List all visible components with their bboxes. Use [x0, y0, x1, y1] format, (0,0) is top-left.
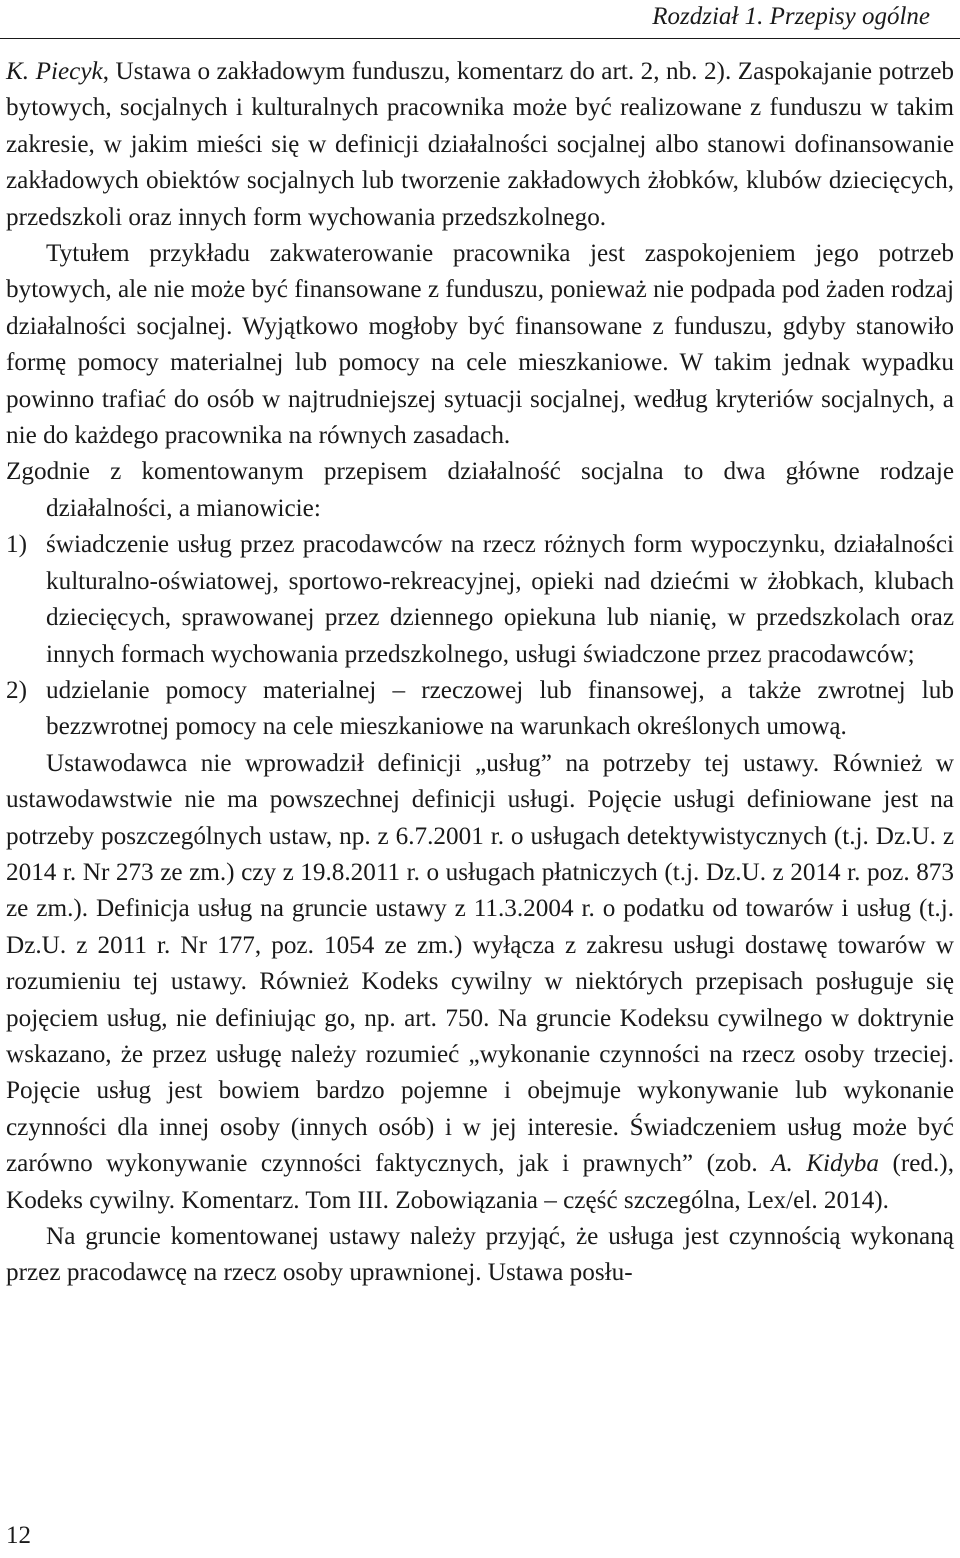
- page-number: 12: [6, 1522, 31, 1549]
- paragraph-3: Zgodnie z komentowanym przepisem działalność socjalna to dwa główne rodzaje działalności, a mianowicie:: [6, 458, 954, 522]
- paragraph-1-text: , Ustawa o zakładowym funduszu, komentarz do art. 2, nb. 2). Zaspokajanie potrzeb bytowych, socjalnych i kulturalnych pracownika może być realizowane z funduszu w takim zakresie, w jakim mieści się w definicji działalności socjalnej albo stanowi dofinansowanie zakładowych obiektów socjalnych lub tworzenie zakładowych żłobków, klubów dziecięcych, przedszkoli oraz innych form wychowania przedszkolnego.: [6, 58, 954, 231]
- paragraph-4: [6, 746, 954, 1219]
- list-item: [6, 673, 954, 746]
- paragraph-2: Tytułem przykładu zakwaterowanie pracownika jest zaspokojeniem jego potrzeb bytowych, ale nie może być finansowane z funduszu, ponieważ nie podpada pod żaden rodzaj działalności socjalnej. Wyjątkowo mogłoby być finansowane z funduszu, gdyby stanowiło formę pomocy materialnej lub pomocy na cele mieszkaniowe. W takim jednak wypadku powinno trafiać do osób w najtrudniejszej sytuacji socjalnej, według kryteriów socjalnych, a nie do każdego pracownika na równych zasadach.: [6, 240, 954, 450]
- paragraph-5: Na gruncie komentowanej ustawy należy przyjąć, że usługa jest czynnością wykonaną przez pracodawcę na rzecz osoby uprawnionej. Ustawa posłu-: [6, 1223, 954, 1287]
- paragraph-4-text-end: (red.), Kodeks cywilny. Komentarz. Tom III. Zobowiązania – część szczególna, Lex/el. 2014).: [6, 1150, 954, 1214]
- list-item-number: 1): [6, 531, 27, 559]
- list-item-text: świadczenie usług przez pracodawców na rzecz różnych form wypoczynku, działalności kulturalno-oświatowej, sportowo-rekreacyjnej, opieki nad dziećmi w żłobkach, klubach dziecięcych, sprawowanej przez dziennego opiekuna lub nianię, w przedszkolach oraz innych formach wychowania przedszkolnego, usługi świadczone przez pracodawców;: [46, 531, 954, 668]
- cited-author: A. Kidyba: [771, 1150, 879, 1178]
- paragraph-4-text: Ustawodawca nie wprowadził definicji „usług” na potrzeby tej ustawy. Również w ustawodawstwie nie ma powszechnej definicji usługi. Pojęcie usługi definiowane jest na potrzeby poszczególnych ustaw, np. z 6.7.2001 r. o usługach detektywistycznych (t.j. Dz.U. z 2014 r. Nr 273 ze zm.) czy z 19.8.2011 r. o usługach płatniczych (t.j. Dz.U. z 2014 r. poz. 873 ze zm.). Definicja usług na gruncie ustawy z 11.3.2004 r. o podatku od towarów i usług (t.j. Dz.U. z 2011 r. Nr 177, poz. 1054 ze zm.) wyłącza z zakresu usługi dostawę towarów w rozumieniu tej ustawy. Również Kodeks cywilny w niektórych przepisach posługuje się pojęciem usług, nie definiując go, np. art. 750. Na gruncie Kodeksu cywilnego w doktrynie wskazano, że przez usługę należy rozumieć „wykonanie czynności na rzecz osoby trzeciej. Pojęcie usług jest bowiem bardzo pojemne i obejmuje wykonywanie lub wykonanie czynności dla innej osoby (innych osób) i w jej interesie. Świadczeniem usług może być zarówno wykonywanie czynności faktycznych, jak i prawnych” (zob.: [6, 749, 954, 1178]
- list-item-text: udzielanie pomocy materialnej – rzeczowej lub finansowej, a także zwrotnej lub bezzwrotnej pomocy na cele mieszkaniowe na warunkach określonych umową.: [46, 676, 954, 741]
- running-head: Rozdział 1. Przepisy ogólne: [652, 3, 930, 30]
- list-item: [6, 527, 954, 673]
- body-text: [6, 54, 954, 1292]
- cited-author: K. Piecyk: [6, 58, 103, 85]
- paragraph-1: [6, 54, 954, 236]
- header-rule: [0, 38, 960, 39]
- list-item-number: 2): [6, 676, 27, 704]
